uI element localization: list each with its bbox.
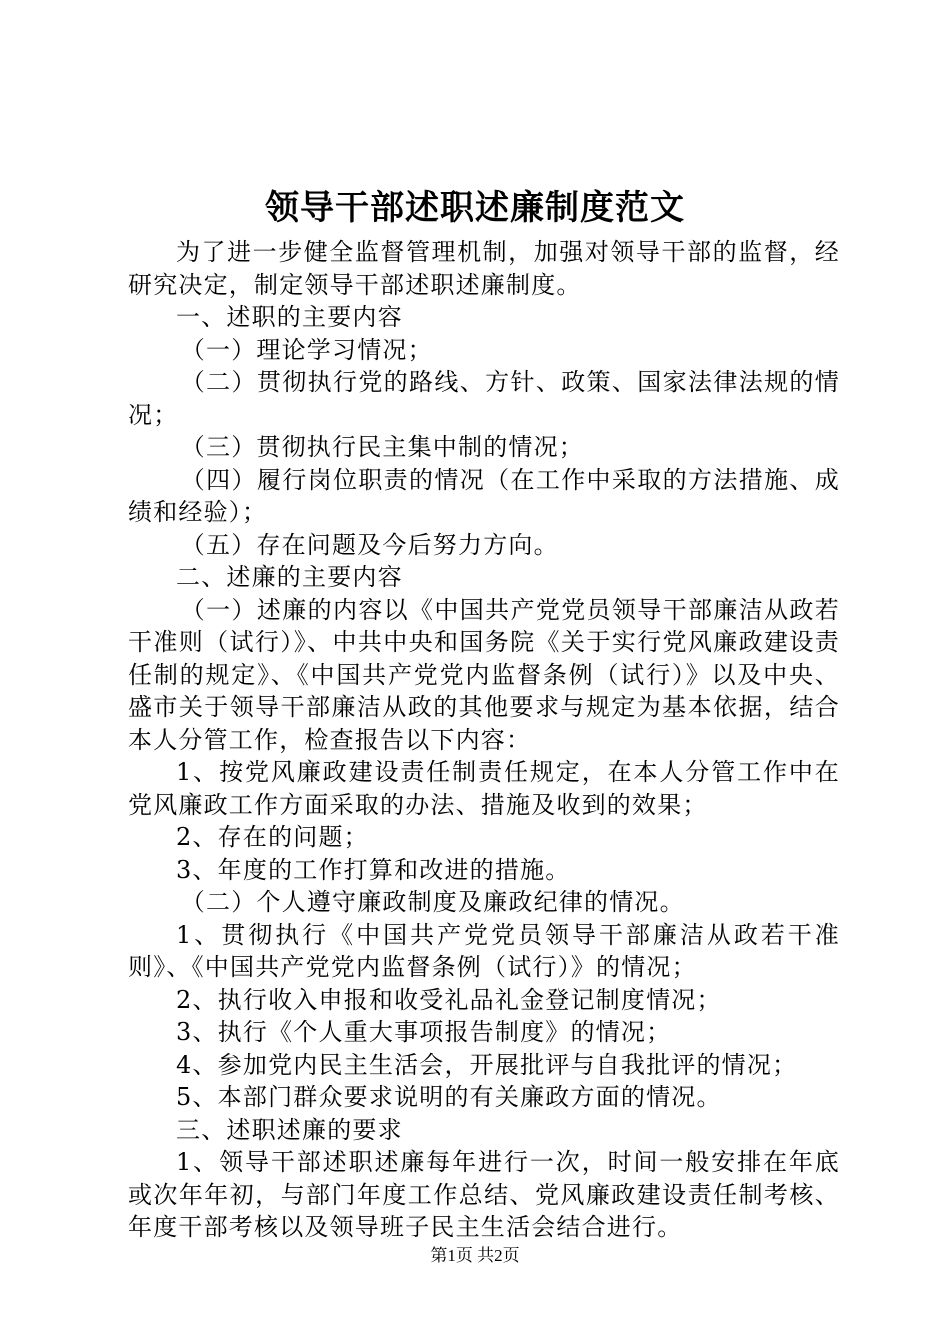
document-body [128, 236, 840, 1244]
section-heading-2: 二、述廉的主要内容 [176, 563, 403, 591]
list-item: 2、执行收入申报和收受礼品礼金登记制度情况； [176, 985, 722, 1014]
list-item: 2、存在的问题； [176, 823, 369, 851]
document-title: 领导干部述职述廉制度范文 [265, 188, 685, 228]
paragraph: （二）个人遵守廉政制度及廉政纪律的情况。 [180, 888, 685, 916]
page-footer: 第1页 共2页 [430, 1246, 520, 1265]
paragraph-intro: 为了进一步健全监督管理机制，加强对领导干部的监督，经研究决定，制定领导干部述职述廉制度。 [128, 238, 840, 299]
list-item: （四）履行岗位职责的情况（在工作中采取的方法措施、成绩和经验）； [128, 465, 840, 526]
list-item: 1、领导干部述职述廉每年进行一次，时间一般安排在年底或次年年初，与部门年度工作总结、党风廉政建设责任制考核、年度干部考核以及领导班子民主生活会结合进行。 [128, 1148, 840, 1241]
list-item: （一）理论学习情况； [180, 335, 433, 364]
list-item: 3、执行《个人重大事项报告制度》的情况； [176, 1018, 672, 1046]
section-heading-1: 一、述职的主要内容 [176, 303, 403, 331]
list-item: 5、本部门群众要求说明的有关廉政方面的情况。 [176, 1083, 722, 1111]
list-item: 1、按党风廉政建设责任制责任规定，在本人分管工作中在党风廉政工作方面采取的办法、措施及收到的效果； [128, 758, 840, 819]
list-item: 4、参加党内民主生活会，开展批评与自我批评的情况； [176, 1050, 798, 1079]
list-item: （二）贯彻执行党的路线、方针、政策、国家法律法规的情况； [128, 368, 840, 429]
paragraph: （一）述廉的内容以《中国共产党党员领导干部廉洁从政若干准则（试行）》、中共中央和国务院《关于实行党风廉政建设责任制的规定》、《中国共产党党内监督条例（试行）》以及中央、盛市关于领导干部廉洁从政的其他要求与规定为基本依据，结合本人分管工作，检查报告以下内容： [128, 595, 840, 754]
list-item: 1、贯彻执行《中国共产党党员领导干部廉洁从政若干准则》、《中国共产党党内监督条例（试行）》的情况； [128, 920, 840, 981]
section-heading-3: 三、述职述廉的要求 [176, 1115, 403, 1144]
list-item: （三）贯彻执行民主集中制的情况； [180, 433, 584, 461]
list-item: （五）存在问题及今后努力方向。 [180, 530, 559, 559]
list-item: 3、年度的工作打算和改进的措施。 [176, 855, 571, 884]
